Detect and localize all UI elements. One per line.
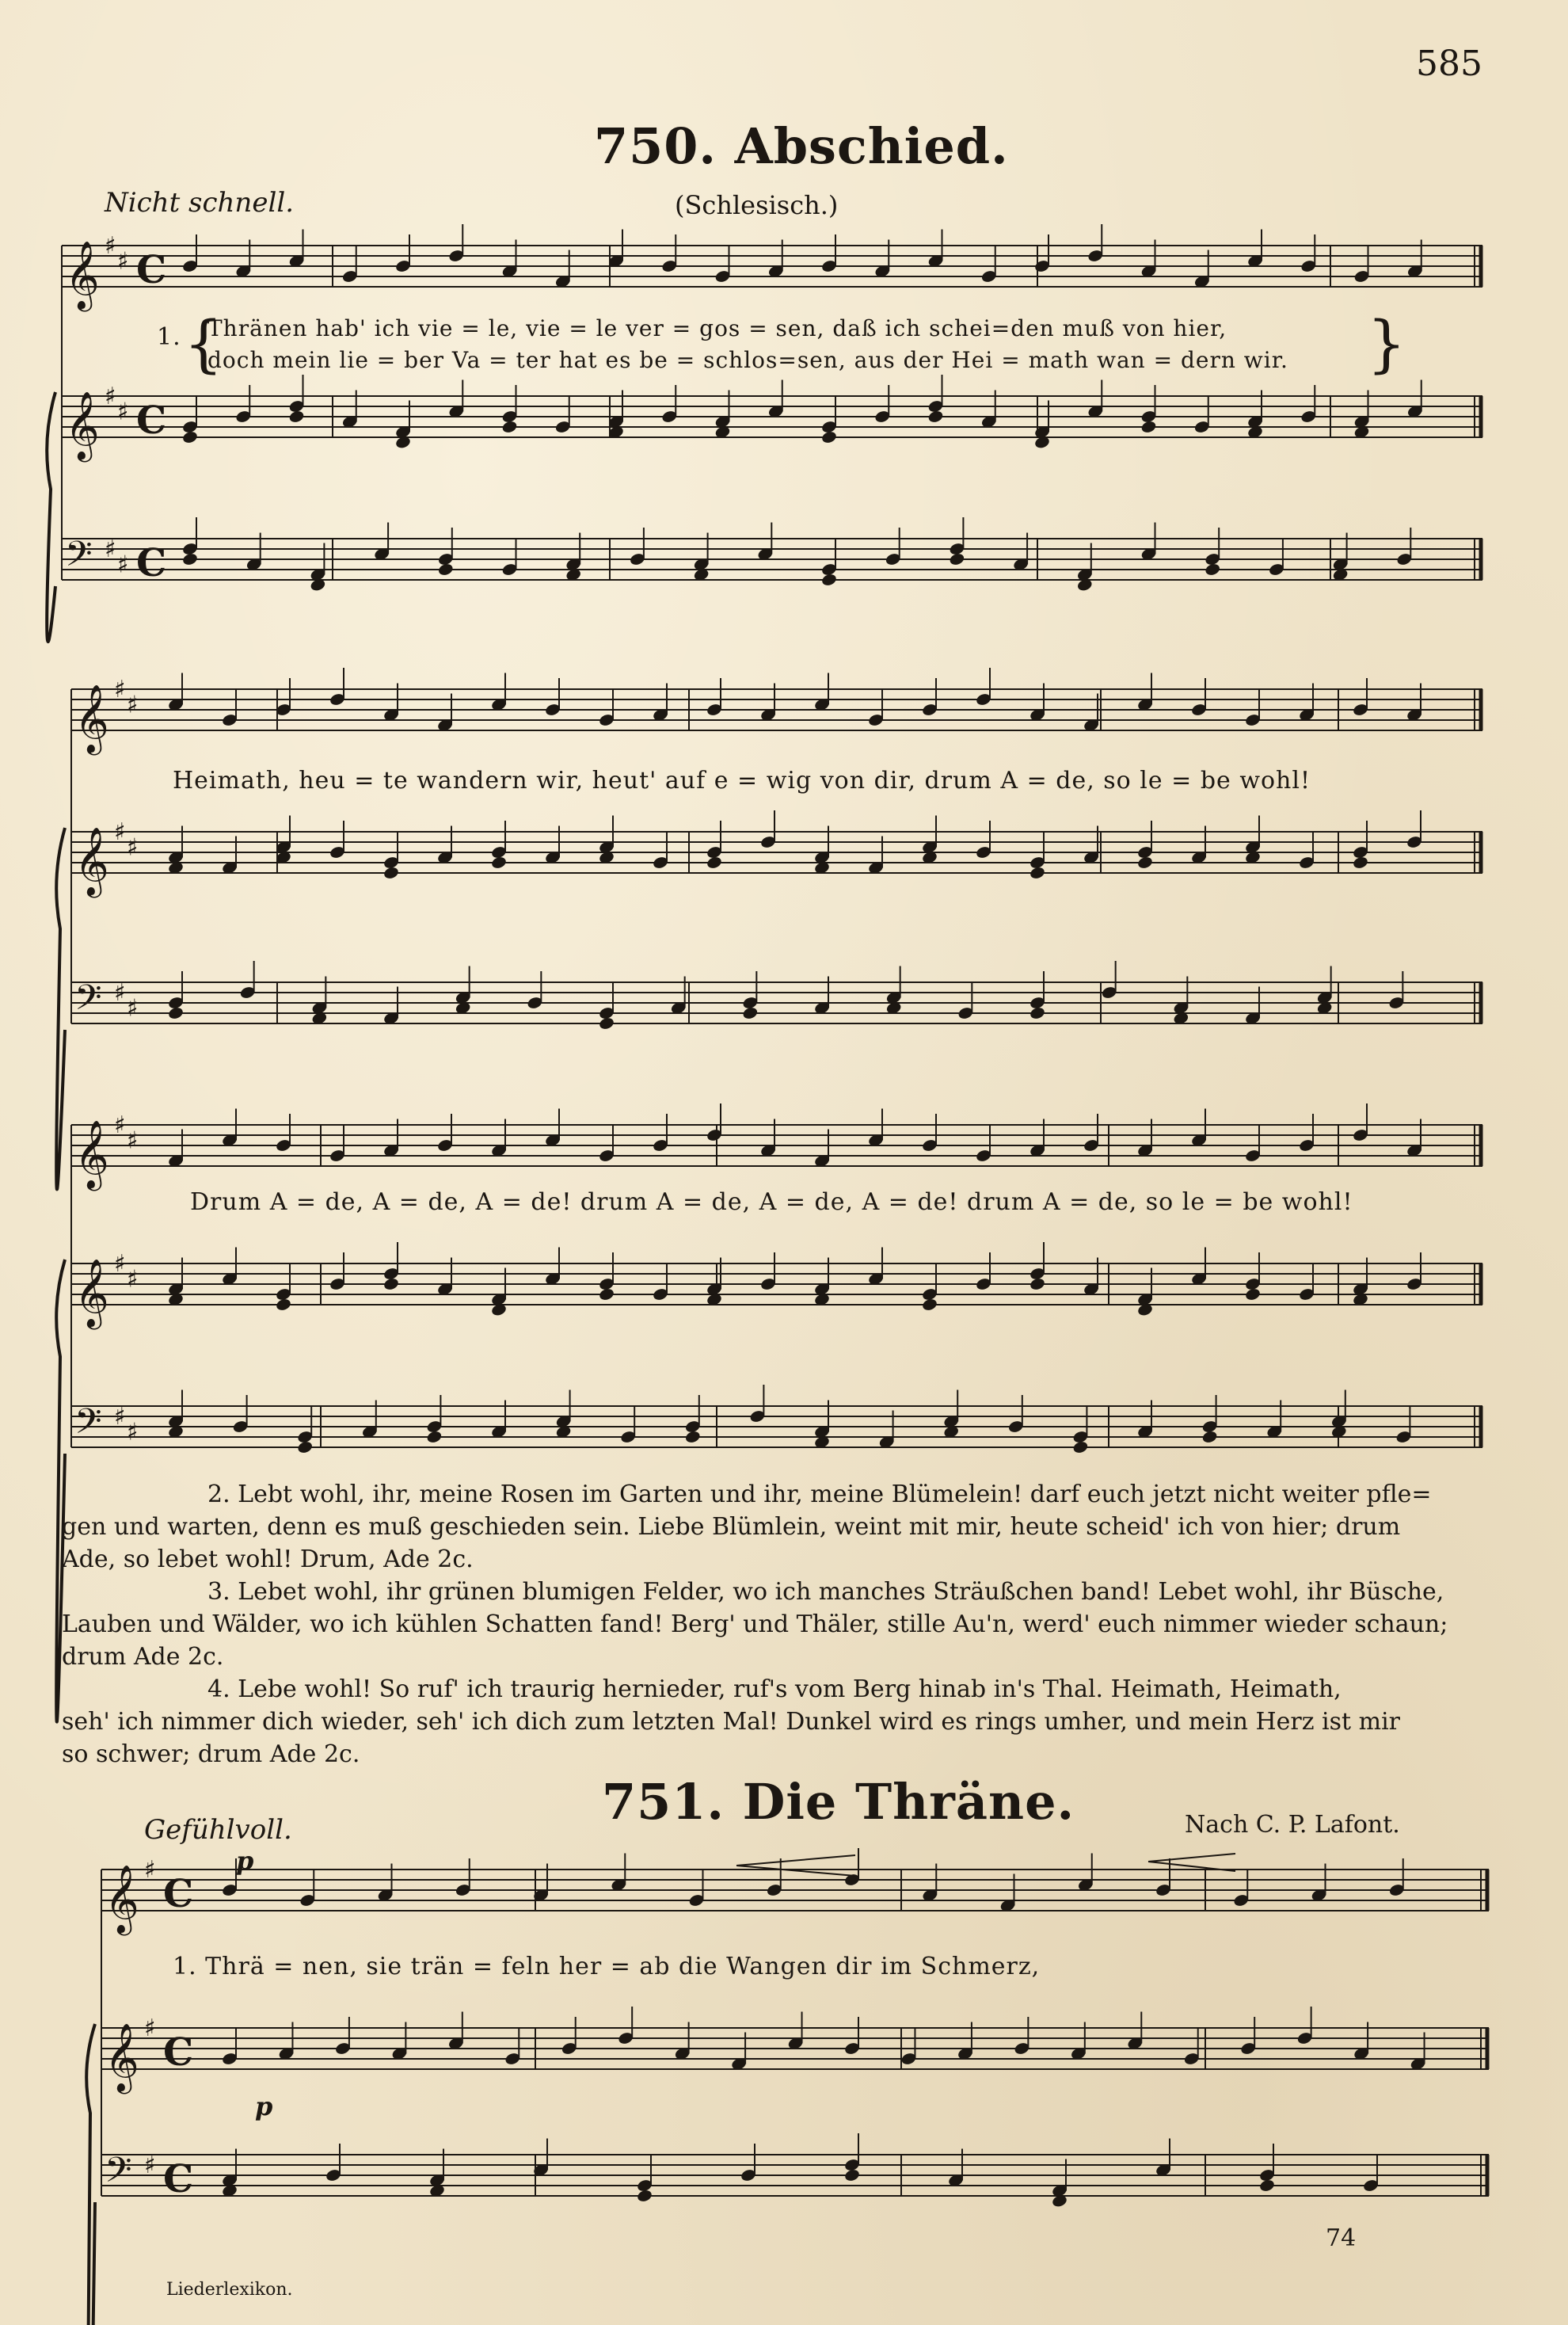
note-head [636, 2189, 653, 2203]
system-brace [47, 392, 55, 642]
sharp-sign: ♯ [144, 2152, 156, 2179]
verse-block [62, 1478, 1503, 1770]
lyrics-line-1: Thränen hab' ich vie = le, vie = le ver = gos = sen, daß ich schei=den muß von hier, [207, 315, 1227, 341]
crescendo-hairpin [736, 1855, 855, 1876]
footer-signature: 74 [1326, 2224, 1357, 2252]
note-head [501, 420, 518, 434]
note-head [297, 1440, 314, 1454]
footer-source: Liederlexikon. [166, 2280, 293, 2300]
bass-clef: 𝄢 [65, 533, 93, 583]
note-head [684, 1430, 701, 1444]
verse-2-line-3: Ade, so lebet wohl! Drum, Ade 2c. [62, 1546, 474, 1573]
time-signature: C [163, 2157, 194, 2201]
note-head [1029, 866, 1045, 880]
note-head [1072, 1440, 1089, 1454]
treble-clef: 𝄞 [74, 827, 109, 895]
lyrics-line-2: doch mein lie = ber Va = ter hat es be = schlos=sen, aus der Hei = math wan = dern wir. [207, 347, 1288, 373]
note-head [1244, 1287, 1261, 1302]
song-751-lyrics: 1. Thrä = nen, sie trän = feln her = ab die Wangen dir im Schmerz, [173, 1953, 1041, 1980]
dynamic-piano: p [255, 2091, 273, 2121]
lyric-brace-right: } [1367, 309, 1406, 380]
dynamic-voice: p [236, 1846, 254, 1876]
note-head [1201, 1430, 1218, 1444]
note-head [382, 1277, 399, 1291]
sharp-sign: ♯ [117, 398, 129, 426]
song-751-title: 751. Die Thräne. [602, 1773, 1075, 1831]
note-head [1029, 1277, 1045, 1291]
lyrics-system-3: Drum A = de, A = de, A = de! drum A = de, A = de, A = de! drum A = de, so le = be wohl! [190, 1188, 1353, 1216]
time-signature: C [163, 1872, 194, 1916]
song-751-attribution: Nach C. P. Lafont. [1185, 1811, 1400, 1839]
note-head [275, 1298, 291, 1312]
note-head [288, 410, 305, 424]
lyric-brace-left: { [184, 309, 223, 380]
note-head [1140, 420, 1157, 434]
sharp-sign: ♯ [144, 2014, 156, 2042]
sharp-sign: ♯ [114, 1403, 126, 1431]
sharp-sign: ♯ [105, 232, 116, 260]
note-head [843, 2168, 860, 2182]
lyrics-system-2: Heimath, heu = te wandern wir, heut' auf e = wig von dir, drum A = de, so le = be wohl! [173, 767, 1311, 795]
note-head [598, 1016, 615, 1031]
note-head [181, 430, 198, 444]
sharp-sign: ♯ [105, 536, 116, 563]
sharp-sign: ♯ [117, 551, 129, 579]
time-signature: C [136, 248, 167, 292]
note-head [742, 1006, 759, 1020]
sharp-sign: ♯ [127, 1126, 139, 1155]
sharp-sign: ♯ [144, 1856, 156, 1884]
verse-3-line-2: Lauben und Wälder, wo ich kühlen Schatten fand! Berg' und Thäler, stille Au'n, werd' euch nimmer wieder schaun; [62, 1610, 1448, 1638]
crescendo-hairpin [1148, 1854, 1235, 1871]
sharp-sign: ♯ [127, 691, 139, 719]
time-signature: C [163, 2030, 194, 2075]
note-head [437, 562, 454, 577]
verse-4-line-2: seh' ich nimmer dich wieder, seh' ich dich zum letzten Mal! Dunkel wird es rings umher, und mein Herz ist mir [62, 1708, 1401, 1736]
note-head [1205, 562, 1221, 577]
note-head [167, 1006, 184, 1020]
song-750-title: 750. Abschied. [594, 117, 1009, 175]
sharp-sign: ♯ [127, 833, 139, 862]
treble-clef: 𝄞 [65, 241, 100, 309]
note-head [949, 552, 965, 566]
note-head [1136, 856, 1153, 870]
page-number: 585 [1416, 44, 1482, 84]
note-head [820, 573, 837, 587]
verse-3-line-3: drum Ade 2c. [62, 1643, 224, 1671]
verse-2-line-2: gen und warten, denn es muß geschieden sein. Liebe Blümlein, weint mit mir, heute scheid' ich von hier; drum [62, 1513, 1401, 1541]
note-head [921, 1298, 938, 1312]
sharp-sign: ♯ [105, 383, 116, 410]
verse-2-line-1: 2. Lebt wohl, ihr, meine Rosen im Garten und ihr, meine Blümelein! darf euch jetzt nicht weiter pfle= [207, 1481, 1432, 1508]
song-750-tempo: Nicht schnell. [105, 187, 294, 219]
note-head [181, 552, 198, 566]
treble-clef: 𝄞 [74, 1259, 109, 1327]
sharp-sign: ♯ [117, 247, 129, 276]
song-750-subtitle: (Schlesisch.) [675, 190, 839, 220]
note-head [1029, 1006, 1045, 1020]
sharp-sign: ♯ [114, 1250, 126, 1278]
note-head [706, 856, 722, 870]
bass-clef: 𝄢 [74, 977, 102, 1027]
sharp-sign: ♯ [114, 1111, 126, 1139]
verse-3-line-1: 3. Lebet wohl, ihr grünen blumigen Felder, wo ich manches Sträußchen band! Lebet wohl, ihr Büsche, [207, 1578, 1444, 1606]
bass-clef: 𝄢 [105, 2149, 132, 2199]
treble-clef: 𝄞 [105, 2023, 139, 2091]
system-brace [56, 828, 65, 1189]
note-head [927, 410, 944, 424]
note-head [426, 1430, 443, 1444]
system-brace [86, 2024, 95, 2325]
sharp-sign: ♯ [114, 818, 126, 846]
verse-4-line-1: 4. Lebe wohl! So ruf' ich traurig hernieder, ruf's vom Berg hinab in's Thal. Heimath, Heimath, [207, 1675, 1342, 1703]
treble-clef: 𝄞 [74, 1120, 109, 1188]
note-head [1352, 856, 1368, 870]
time-signature: C [136, 541, 167, 585]
note-head [382, 866, 399, 880]
note-head [490, 856, 507, 870]
sharp-sign: ♯ [114, 676, 126, 703]
verse-number: 1. [157, 323, 181, 351]
note-head [820, 430, 837, 444]
sharp-sign: ♯ [114, 979, 126, 1007]
sharp-sign: ♯ [127, 1265, 139, 1294]
time-signature: C [136, 398, 167, 443]
treble-clef: 𝄞 [105, 1865, 139, 1933]
treble-clef: 𝄞 [65, 391, 100, 459]
song-751-tempo: Gefühlvoll. [144, 1814, 292, 1846]
sharp-sign: ♯ [127, 994, 139, 1023]
note-head [598, 1287, 615, 1302]
note-head [1258, 2178, 1275, 2193]
treble-clef: 𝄞 [74, 684, 109, 753]
sharp-sign: ♯ [127, 1418, 139, 1446]
bass-clef: 𝄢 [74, 1401, 102, 1450]
verse-4-line-3: so schwer; drum Ade 2c. [62, 1740, 360, 1768]
